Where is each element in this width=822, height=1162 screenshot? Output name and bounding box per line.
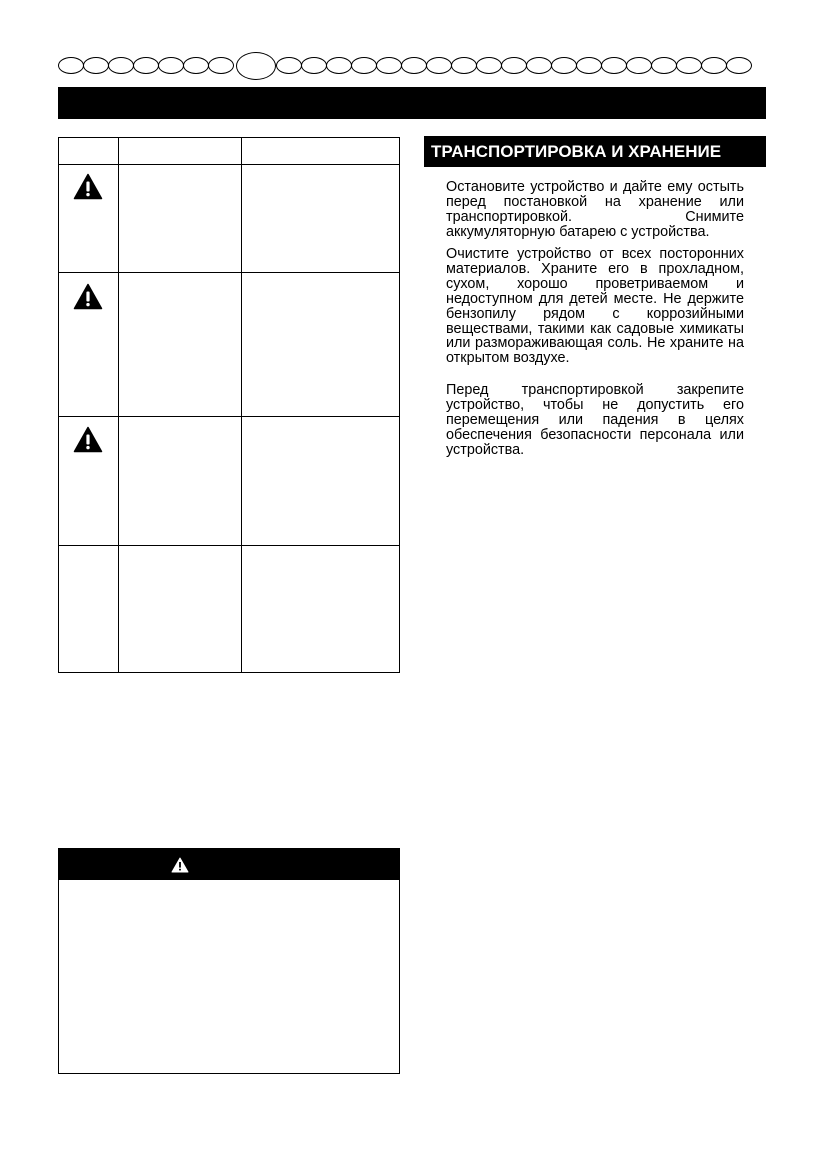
language-oval[interactable] — [476, 57, 502, 74]
paragraph-storage: Очистите устройство от всех посторонних материалов. Храните его в прохладном, сухом, хорошо проветриваемом и недоступном для детей месте. Не держите бензопилу рядом с коррозийными веществами, такими как садовые химикаты или размораживающая соль. Не храните на открытом воздухе. — [446, 246, 744, 367]
table-row-divider — [59, 416, 399, 417]
language-oval[interactable] — [676, 57, 702, 74]
language-selector — [58, 52, 766, 80]
language-oval-active[interactable] — [236, 52, 276, 80]
language-oval[interactable] — [451, 57, 477, 74]
language-oval[interactable] — [158, 57, 184, 74]
language-oval[interactable] — [576, 57, 602, 74]
language-oval[interactable] — [601, 57, 627, 74]
language-oval[interactable] — [58, 57, 84, 74]
paragraph-transport: Перед транспортировкой закрепите устройство, чтобы не допустить его перемещения или падения в целях обеспечения безопасности персонала или устройства. — [446, 382, 744, 458]
table-column-divider — [118, 138, 119, 672]
table-column-divider — [241, 138, 242, 672]
language-oval[interactable] — [133, 57, 159, 74]
language-oval[interactable] — [108, 57, 134, 74]
language-oval[interactable] — [301, 57, 327, 74]
language-oval[interactable] — [426, 57, 452, 74]
table-header-divider — [59, 164, 399, 165]
table-row-divider — [59, 545, 399, 546]
language-oval[interactable] — [626, 57, 652, 74]
paragraph-stop-device: Остановите устройство и дайте ему остыть перед постановкой на хранение или транспортировкой. Снимите аккумуляторную батарею с устройства. — [446, 179, 744, 240]
language-oval[interactable] — [376, 57, 402, 74]
table-row-divider — [59, 272, 399, 273]
language-oval[interactable] — [276, 57, 302, 74]
section-title: ТРАНСПОРТИРОВКА И ХРАНЕНИЕ — [424, 136, 766, 167]
caution-header — [59, 849, 399, 880]
language-oval[interactable] — [183, 57, 209, 74]
language-oval[interactable] — [401, 57, 427, 74]
warning-triangle-icon — [73, 173, 103, 200]
warning-triangle-icon — [73, 426, 103, 453]
language-oval[interactable] — [326, 57, 352, 74]
language-oval[interactable] — [208, 57, 234, 74]
caution-box — [58, 848, 400, 1074]
language-oval[interactable] — [551, 57, 577, 74]
page-header-bar — [58, 87, 766, 119]
language-oval[interactable] — [651, 57, 677, 74]
language-oval[interactable] — [701, 57, 727, 74]
language-oval[interactable] — [351, 57, 377, 74]
language-oval[interactable] — [526, 57, 552, 74]
language-oval[interactable] — [501, 57, 527, 74]
warning-triangle-icon — [171, 857, 189, 873]
language-oval[interactable] — [726, 57, 752, 74]
troubleshooting-table — [58, 137, 400, 673]
language-oval[interactable] — [83, 57, 109, 74]
warning-triangle-icon — [73, 283, 103, 310]
